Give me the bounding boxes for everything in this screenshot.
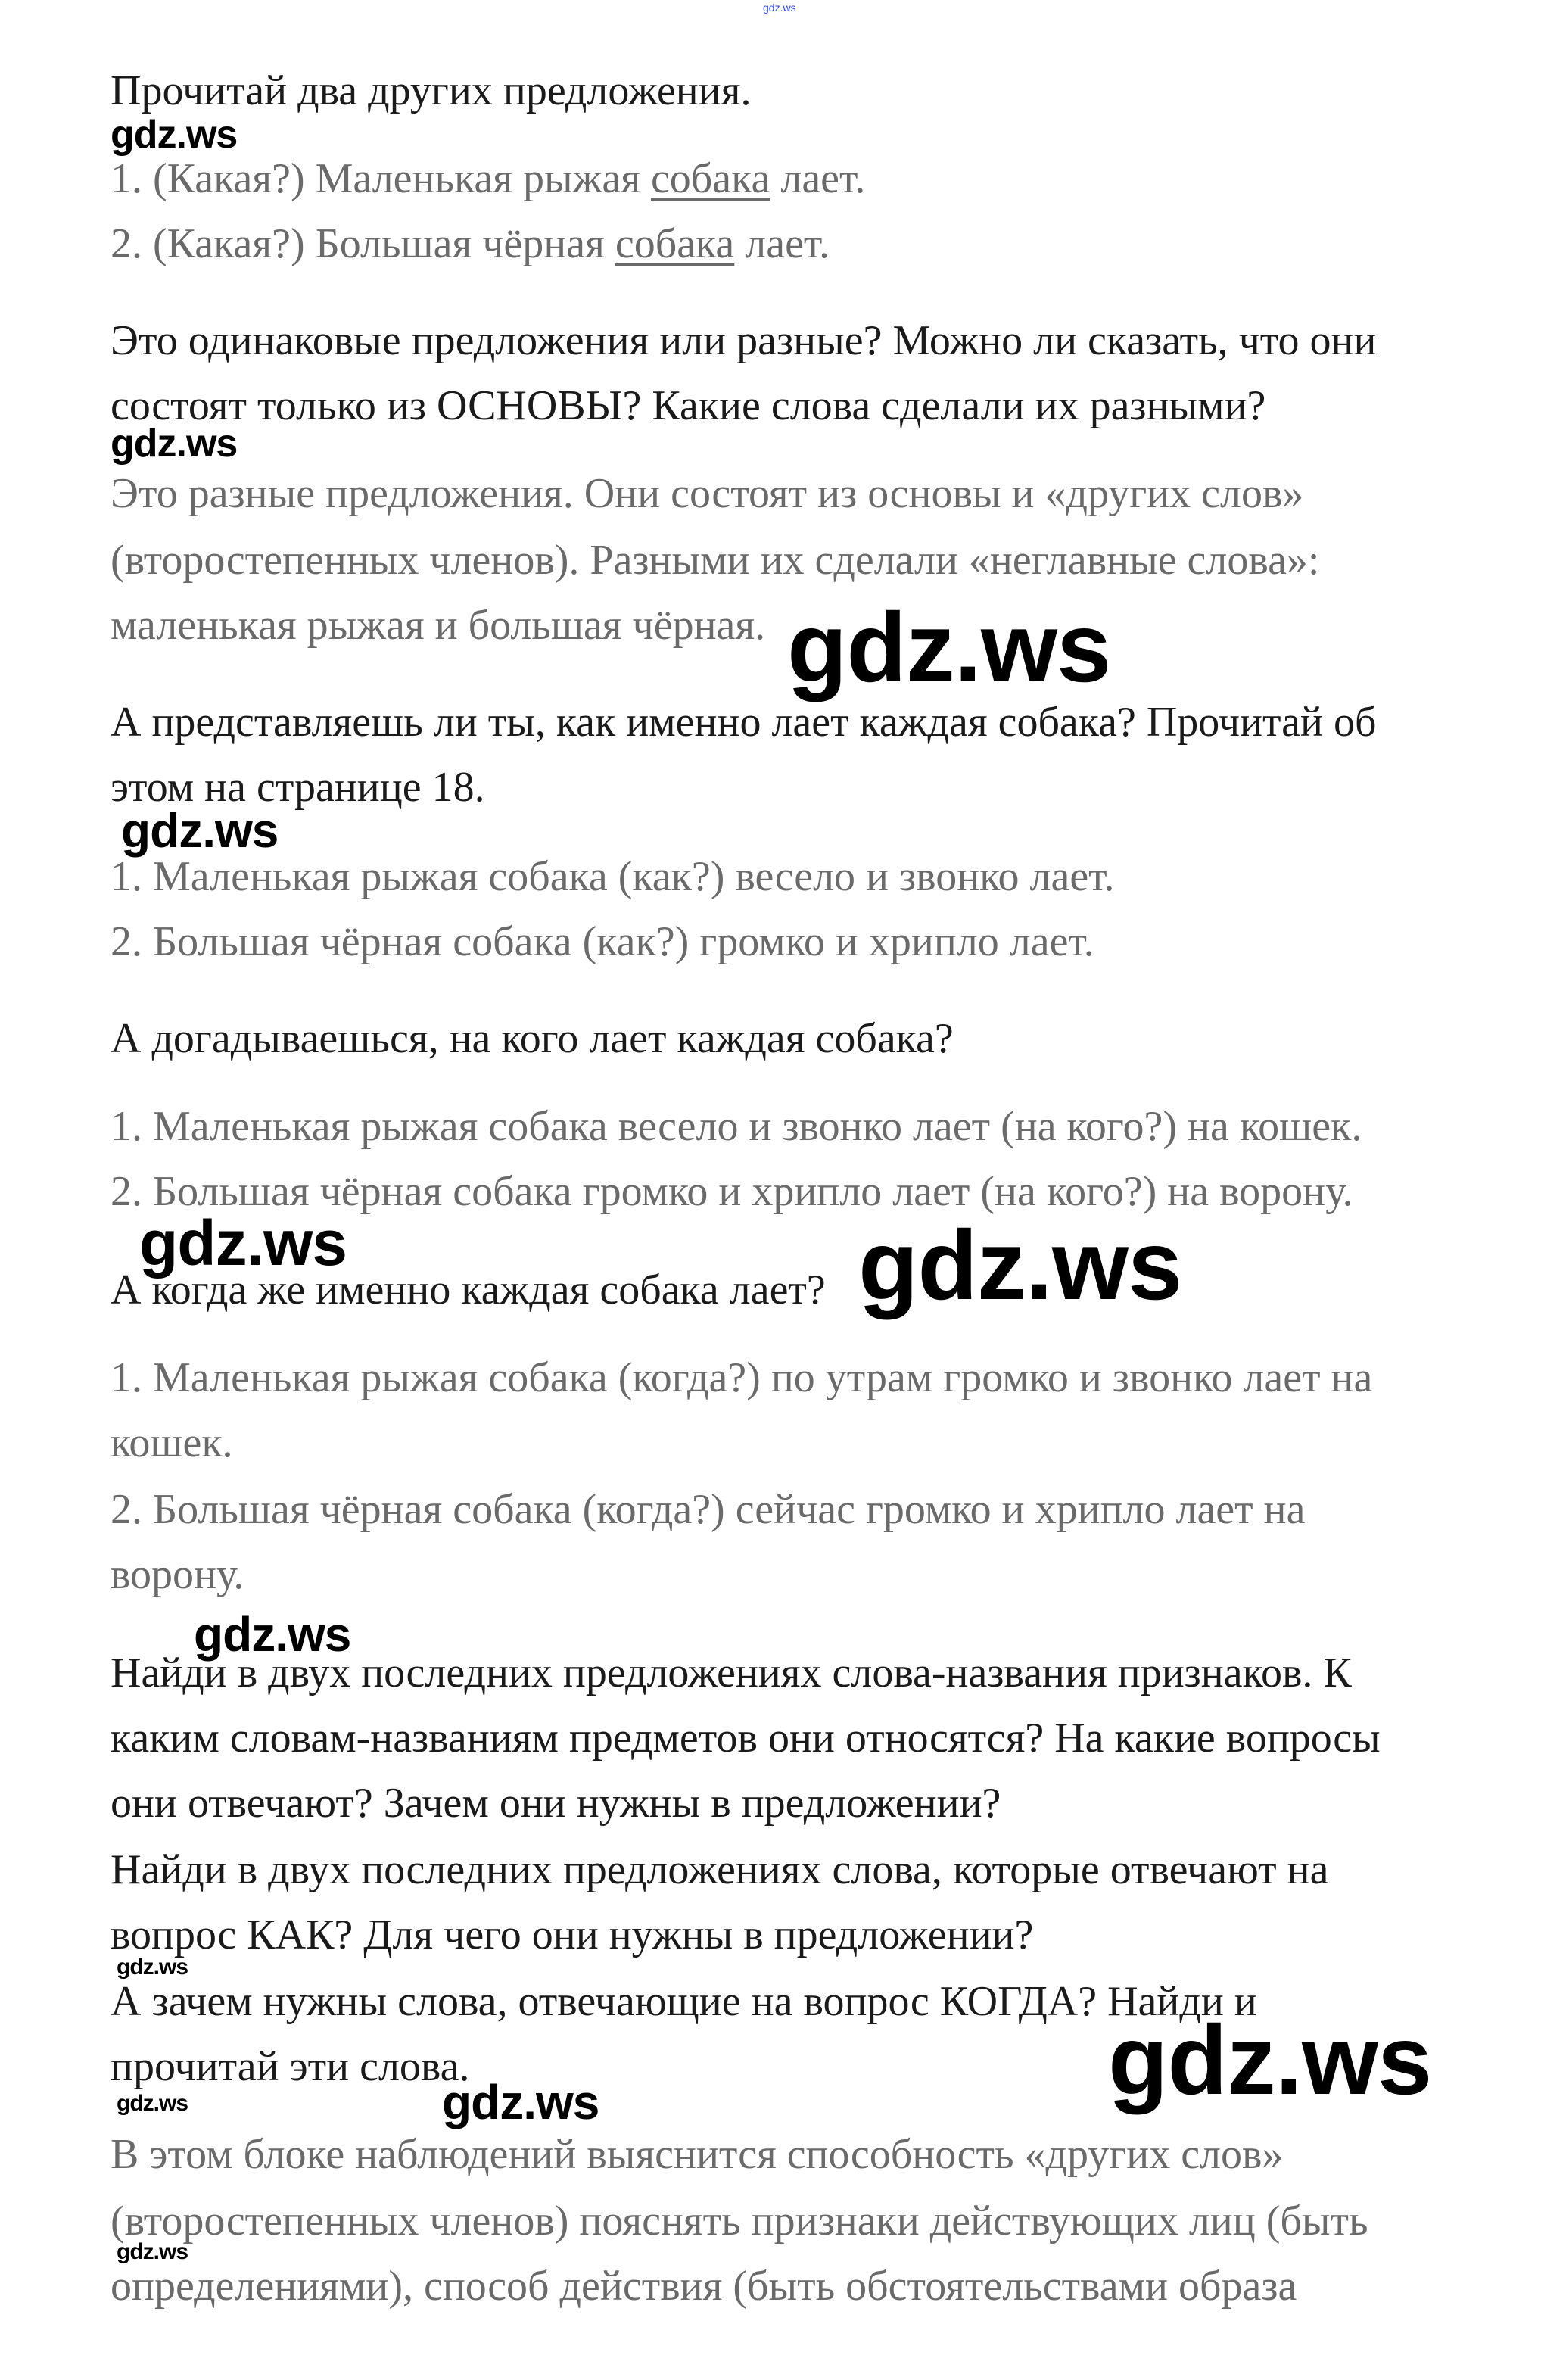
watermark: gdz.ws xyxy=(139,1207,347,1279)
question-line: Это одинаковые предложения или разные? Можно ли сказать, что они xyxy=(111,317,1377,364)
prompt-text: Прочитай два других предложения. xyxy=(111,67,752,114)
text: 1. (Какая?) Маленькая рыжая xyxy=(111,155,651,202)
question-line: А представляешь ли ты, как именно лает каждая собака? Прочитай об xyxy=(111,699,1377,746)
watermark: gdz.ws xyxy=(117,2091,188,2116)
watermark: gdz.ws xyxy=(763,2,796,14)
answer-line: (второстепенных членов) пояснять признаки действующих лиц (быть xyxy=(111,2198,1368,2244)
question-line: прочитай эти слова. xyxy=(111,2043,470,2090)
answer-line: 2. Большая чёрная собака (когда?) сейчас громко и хрипло лает на xyxy=(111,1486,1306,1533)
sentence-2 xyxy=(111,220,830,268)
question-line: Найди в двух последних предложениях слова, которые отвечают на xyxy=(111,1846,1329,1893)
answer-line: 1. Маленькая рыжая собака (как?) весело и звонко лает. xyxy=(111,853,1115,900)
question-line: А зачем нужны слова, отвечающие на вопрос КОГДА? Найди и xyxy=(111,1978,1257,2025)
answer-line: В этом блоке наблюдений выяснится способность «других слов» xyxy=(111,2131,1284,2178)
answer-line: Это разные предложения. Они состоят из основы и «других слов» xyxy=(111,470,1304,517)
watermark: gdz.ws xyxy=(787,592,1111,702)
answer-line: 2. Большая чёрная собака (как?) громко и хрипло лает. xyxy=(111,918,1094,965)
question-line: А догадываешься, на кого лает каждая собака? xyxy=(111,1015,954,1062)
answer-line: кошек. xyxy=(111,1419,233,1466)
watermark: gdz.ws xyxy=(858,1210,1182,1320)
question-line: А когда же именно каждая собака лает? xyxy=(111,1266,826,1313)
answer-line: 2. Большая чёрная собака громко и хрипло лает (на кого?) на ворону. xyxy=(111,1168,1353,1215)
question-line: вопрос КАК? Для чего они нужны в предложении? xyxy=(111,1911,1034,1958)
answer-line: ворону. xyxy=(111,1551,244,1598)
question-line: этом на странице 18. xyxy=(111,764,485,811)
watermark: gdz.ws xyxy=(117,2239,188,2264)
watermark: gdz.ws xyxy=(111,422,238,466)
text: лает. xyxy=(734,220,830,267)
question-line: каким словам-названиям предметов они относятся? На какие вопросы xyxy=(111,1715,1381,1762)
question-line: они отвечают? Зачем они нужны в предложении? xyxy=(111,1780,1001,1827)
text: лает. xyxy=(770,155,866,202)
watermark: gdz.ws xyxy=(111,113,238,157)
question-line: Найди в двух последних предложениях слова-названия признаков. К xyxy=(111,1649,1352,1696)
watermark: gdz.ws xyxy=(194,1607,351,1662)
sentence-1 xyxy=(111,154,865,203)
subject-underlined: собака xyxy=(615,220,735,267)
question-line: состоят только из ОСНОВЫ? Какие слова сделали их разными? xyxy=(111,382,1266,429)
answer-line: маленькая рыжая и большая чёрная. xyxy=(111,602,766,649)
answer-line: определениями), способ действия (быть обстоятельствами образа xyxy=(111,2263,1297,2310)
text: 2. (Какая?) Большая чёрная xyxy=(111,220,615,267)
watermark: gdz.ws xyxy=(442,2075,599,2129)
watermark: gdz.ws xyxy=(117,1955,188,1980)
watermark: gdz.ws xyxy=(1108,2005,1432,2115)
answer-line: 1. Маленькая рыжая собака (когда?) по утрам громко и звонко лает на xyxy=(111,1354,1373,1401)
subject-underlined: собака xyxy=(650,155,770,202)
answer-line: 1. Маленькая рыжая собака весело и звонко лает (на кого?) на кошек. xyxy=(111,1103,1362,1150)
answer-line: (второстепенных членов). Разными их сделали «неглавные слова»: xyxy=(111,537,1320,584)
watermark: gdz.ws xyxy=(121,803,279,858)
